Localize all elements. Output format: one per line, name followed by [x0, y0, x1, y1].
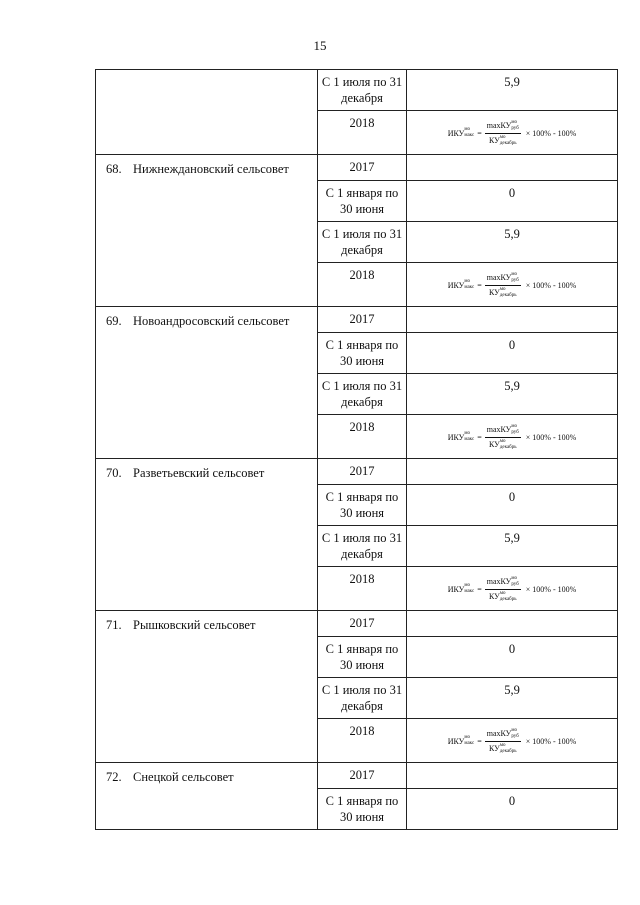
formula-lhs — [448, 431, 475, 443]
formula-denominator-sup: мо — [499, 590, 506, 596]
formula-cell — [407, 415, 618, 459]
formula-numerator-text: maxКУ — [486, 576, 512, 586]
formula-denominator-sup: мо — [499, 286, 506, 292]
formula-fraction — [485, 728, 521, 755]
period-cell: С 1 января по 30 июня — [318, 789, 407, 830]
municipality-name: Рышковский сельсовет — [133, 618, 256, 632]
formula-lhs-sub: макс — [464, 437, 475, 442]
formula-lhs-sup: мо — [464, 583, 470, 588]
formula-numerator-sup: мо — [511, 119, 518, 125]
period-cell: 2017 — [318, 611, 407, 637]
formula-lhs-text: ИКУ — [447, 736, 465, 746]
max-index-formula — [407, 115, 617, 151]
formula-lhs-sub: макс — [464, 133, 475, 138]
formula-numerator — [485, 424, 521, 438]
formula-denominator — [489, 438, 517, 451]
value-cell: 0 — [407, 485, 618, 526]
municipality-name: Нижнеждановский сельсовет — [133, 162, 289, 176]
table-row — [96, 611, 618, 637]
formula-denominator-sub: декабрь — [499, 292, 517, 298]
entry-number: 68. — [106, 162, 122, 176]
formula-lhs-sup: мо — [464, 431, 470, 436]
formula-fraction — [485, 272, 521, 299]
value-cell — [407, 155, 618, 181]
formula-numerator — [485, 120, 521, 134]
formula-numerator-sub: руб — [511, 125, 519, 131]
formula-denominator-text: КУ — [488, 135, 500, 145]
period-cell: 2017 — [318, 459, 407, 485]
period-cell: С 1 января по 30 июня — [318, 181, 407, 222]
entry-number: 71. — [106, 618, 122, 632]
formula-lhs — [448, 279, 475, 291]
formula-equals: = — [477, 432, 482, 442]
formula-cell — [407, 111, 618, 155]
formula-denominator-sub: декабрь — [499, 444, 517, 450]
page-number: 15 — [313, 38, 327, 53]
formula-denominator-text: КУ — [488, 743, 500, 753]
municipality-cell — [96, 70, 318, 155]
value-cell: 0 — [407, 181, 618, 222]
formula-lhs — [448, 127, 475, 139]
max-index-formula — [407, 419, 617, 455]
formula-numerator-text: maxКУ — [486, 728, 512, 738]
period-cell: 2018 — [318, 111, 407, 155]
value-cell: 5,9 — [407, 222, 618, 263]
formula-denominator-text: КУ — [488, 287, 500, 297]
period-cell: 2017 — [318, 155, 407, 181]
formula-numerator — [485, 272, 521, 286]
formula-numerator — [485, 576, 521, 590]
period-cell: 2018 — [318, 263, 407, 307]
municipality-cell — [96, 155, 318, 307]
formula-tail: × 100% - 100% — [525, 584, 577, 594]
value-cell — [407, 307, 618, 333]
value-cell — [407, 459, 618, 485]
entry-number: 70. — [106, 466, 122, 480]
formula-equals: = — [477, 128, 482, 138]
formula-tail: × 100% - 100% — [525, 280, 577, 290]
period-cell: 2018 — [318, 415, 407, 459]
formula-lhs-sub: макс — [464, 741, 475, 746]
formula-tail: × 100% - 100% — [525, 432, 577, 442]
period-cell: 2017 — [318, 763, 407, 789]
period-cell: С 1 июля по 31 декабря — [318, 70, 407, 111]
value-cell: 0 — [407, 333, 618, 374]
formula-tail: × 100% - 100% — [525, 736, 577, 746]
formula-denominator — [489, 286, 517, 299]
formula-numerator — [485, 728, 521, 742]
formula-numerator-sup: мо — [511, 575, 518, 581]
period-cell: С 1 июля по 31 декабря — [318, 526, 407, 567]
formula-numerator-text: maxКУ — [486, 120, 512, 130]
value-cell: 5,9 — [407, 70, 618, 111]
formula-denominator-sup: мо — [499, 742, 506, 748]
municipality-name: Снецкой сельсовет — [133, 770, 234, 784]
formula-denominator-sub: декабрь — [499, 596, 517, 602]
formula-denominator — [489, 134, 517, 147]
formula-numerator-sub: руб — [511, 733, 519, 739]
formula-lhs-sub: макс — [464, 589, 475, 594]
period-cell: С 1 января по 30 июня — [318, 637, 407, 678]
formula-denominator-sub: декабрь — [499, 140, 517, 146]
period-cell: С 1 июля по 31 декабря — [318, 678, 407, 719]
formula-lhs — [448, 583, 475, 595]
value-cell: 5,9 — [407, 526, 618, 567]
municipality-cell — [96, 611, 318, 763]
formula-lhs-sub: макс — [464, 285, 475, 290]
municipality-cell — [96, 307, 318, 459]
formula-denominator-text: КУ — [488, 591, 500, 601]
value-cell — [407, 611, 618, 637]
formula-lhs-text: ИКУ — [447, 584, 465, 594]
table-row — [96, 763, 618, 789]
formula-lhs-text: ИКУ — [447, 128, 465, 138]
formula-denominator — [489, 590, 517, 603]
max-index-formula — [407, 571, 617, 607]
municipality-cell — [96, 763, 318, 830]
formula-numerator-sup: мо — [511, 727, 518, 733]
period-cell: С 1 июля по 31 декабря — [318, 374, 407, 415]
table-row — [96, 70, 618, 111]
table-row — [96, 155, 618, 181]
value-cell: 5,9 — [407, 678, 618, 719]
formula-cell — [407, 719, 618, 763]
entry-number: 69. — [106, 314, 122, 328]
value-cell: 5,9 — [407, 374, 618, 415]
table-row — [96, 307, 618, 333]
formula-numerator-sup: мо — [511, 423, 518, 429]
table-row — [96, 459, 618, 485]
value-cell — [407, 763, 618, 789]
formula-numerator-text: maxКУ — [486, 272, 512, 282]
formula-lhs-text: ИКУ — [447, 432, 465, 442]
formula-lhs-sup: мо — [464, 735, 470, 740]
max-index-formula — [407, 267, 617, 303]
period-cell: 2018 — [318, 719, 407, 763]
tariff-index-table — [95, 69, 618, 830]
formula-denominator-sub: декабрь — [499, 748, 517, 754]
formula-denominator-sup: мо — [499, 438, 506, 444]
formula-tail: × 100% - 100% — [525, 128, 577, 138]
formula-denominator — [489, 742, 517, 755]
formula-numerator-sub: руб — [511, 277, 519, 283]
period-cell: С 1 января по 30 июня — [318, 485, 407, 526]
formula-numerator-text: maxКУ — [486, 424, 512, 434]
municipality-name: Разветьевский сельсовет — [133, 466, 265, 480]
value-cell: 0 — [407, 637, 618, 678]
formula-denominator-text: КУ — [488, 439, 500, 449]
formula-numerator-sup: мо — [511, 271, 518, 277]
formula-lhs — [448, 735, 475, 747]
period-cell: 2018 — [318, 567, 407, 611]
value-cell: 0 — [407, 789, 618, 830]
formula-lhs-text: ИКУ — [447, 280, 465, 290]
municipality-cell — [96, 459, 318, 611]
period-cell: С 1 июля по 31 декабря — [318, 222, 407, 263]
formula-fraction — [485, 424, 521, 451]
formula-equals: = — [477, 584, 482, 594]
formula-equals: = — [477, 736, 482, 746]
formula-lhs-sup: мо — [464, 127, 470, 132]
formula-fraction — [485, 120, 521, 147]
formula-fraction — [485, 576, 521, 603]
formula-cell — [407, 567, 618, 611]
formula-lhs-sup: мо — [464, 279, 470, 284]
period-cell: 2017 — [318, 307, 407, 333]
formula-cell — [407, 263, 618, 307]
formula-denominator-sup: мо — [499, 134, 506, 140]
formula-numerator-sub: руб — [511, 581, 519, 587]
period-cell: С 1 января по 30 июня — [318, 333, 407, 374]
table-body — [96, 70, 618, 830]
entry-number: 72. — [106, 770, 122, 784]
municipality-name: Новоандросовский сельсовет — [133, 314, 290, 328]
formula-equals: = — [477, 280, 482, 290]
max-index-formula — [407, 723, 617, 759]
formula-numerator-sub: руб — [511, 429, 519, 435]
